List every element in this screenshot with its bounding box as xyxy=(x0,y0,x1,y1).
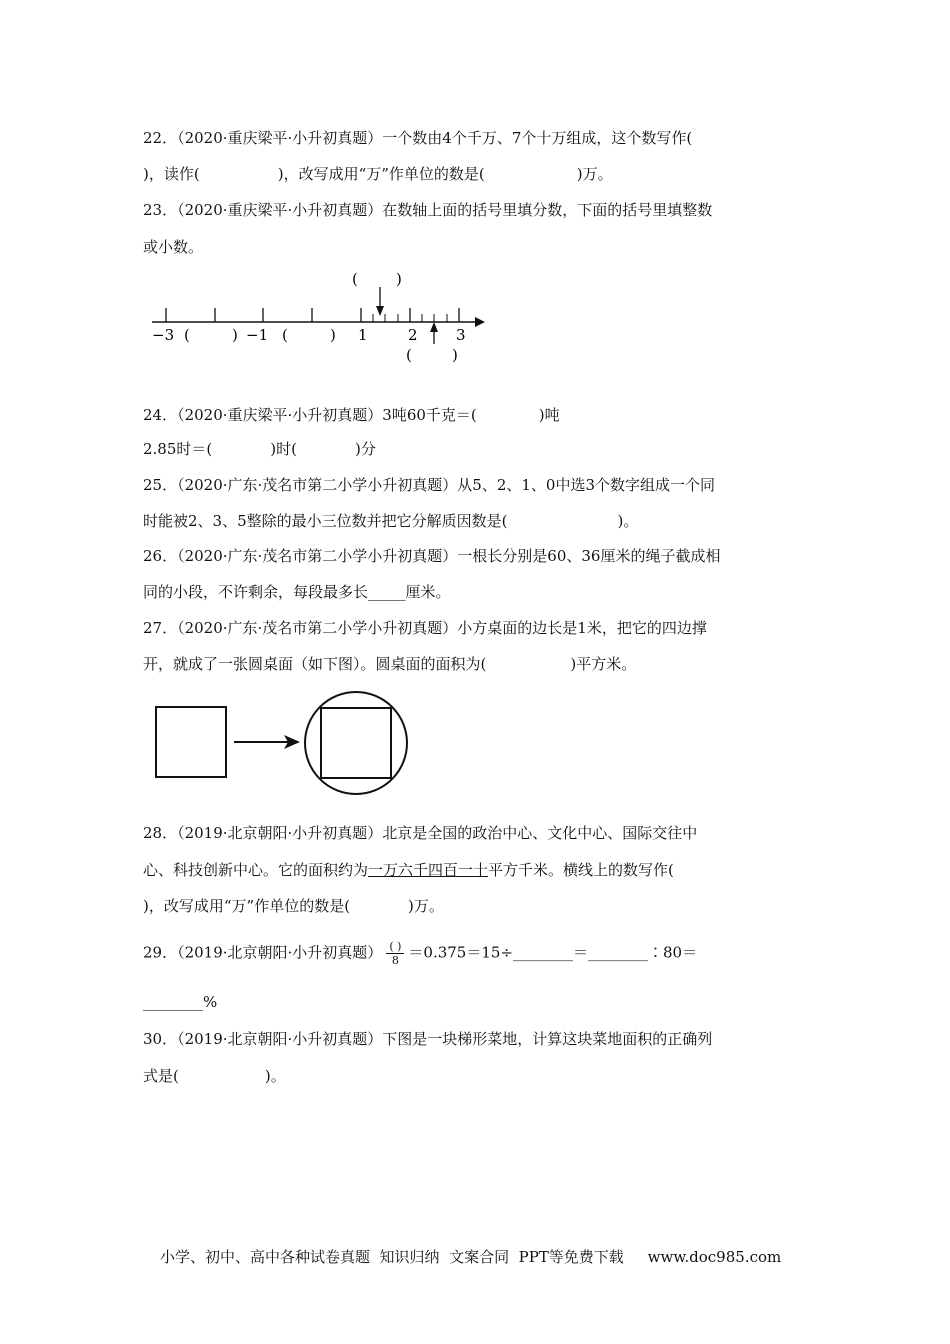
q23-line1: 23．（2020·重庆梁平·小升初真题）在数轴上面的括号里填分数，下面的括号里填整数 xyxy=(143,201,713,219)
q25-line2: 时能被2、3、5整除的最小三位数并把它分解质因数是( )。 xyxy=(143,512,639,530)
q28-line2: 心、科技创新中心。它的面积约为一万六千四百一十平方千米。横线上的数写作( xyxy=(143,861,674,879)
q30-line1: 30．（2019·北京朝阳·小升初真题）下图是一块梯形菜地，计算这块菜地面积的正确列 xyxy=(143,1030,713,1048)
q30-line2: 式是( )。 xyxy=(143,1067,286,1085)
fraction: $\frac{( )}{8}$ xyxy=(386,940,404,967)
bottom-arrow-head xyxy=(430,322,438,332)
number-line-arrowhead xyxy=(475,317,485,327)
square-to-circle-figure xyxy=(150,690,420,800)
q26-line1: 26．（2020·广东·茂名市第二小学小升初真题）一根长分别是60、36厘米的绳子截成相 xyxy=(143,547,721,565)
top-paren-open: ( xyxy=(352,270,358,288)
label-3: 3 xyxy=(456,326,466,344)
inscribed-square xyxy=(321,708,391,778)
q29-line1: 29．（2019·北京朝阳·小升初真题） $\frac{( )}{8}$ ＝0.375＝15÷________＝________∶80＝ xyxy=(143,940,698,967)
bottom-paren-close: ) xyxy=(452,346,458,364)
q29-line2: ________% xyxy=(143,993,218,1011)
label-paren-close: ) xyxy=(232,326,238,344)
q25-line1: 25．（2020·广东·茂名市第二小学小升初真题）从5、2、1、0中选3个数字组成一个同 xyxy=(143,476,716,494)
label-paren-open: ( xyxy=(184,326,190,344)
label-neg3: −3 xyxy=(152,326,175,344)
number-line-figure xyxy=(140,262,500,372)
q23-line2: 或小数。 xyxy=(143,238,204,256)
q22-line2: )，读作( )，改写成用“万”作单位的数是( )万。 xyxy=(143,165,613,183)
bottom-paren-open: ( xyxy=(406,346,412,364)
q26-line2: 同的小段，不许剩余，每段最多长_____厘米。 xyxy=(143,583,451,601)
label-2: 2 xyxy=(408,326,418,344)
q22-line1: 22．（2020·重庆梁平·小升初真题）一个数由4个千万、7个十万组成，这个数写作( xyxy=(143,129,693,147)
q27-line1: 27．（2020·广东·茂名市第二小学小升初真题）小方桌面的边长是1米，把它的四边撑 xyxy=(143,619,707,637)
small-square xyxy=(156,707,226,777)
q24-line1: 24．（2020·重庆梁平·小升初真题）3吨60千克＝( )吨 xyxy=(143,406,560,424)
top-paren-close: ) xyxy=(396,270,402,288)
q27-line2: 开，就成了一张圆桌面（如下图）。圆桌面的面积为( )平方米。 xyxy=(143,655,637,673)
q24-line2: 2.85时＝( )时( )分 xyxy=(143,440,376,458)
label-neg1: −1 xyxy=(246,326,269,344)
label-paren-open: ( xyxy=(282,326,288,344)
top-arrow-head xyxy=(376,306,384,316)
q28-line3: )，改写成用“万”作单位的数是( )万。 xyxy=(143,897,444,915)
label-1: 1 xyxy=(358,326,368,344)
label-paren-close: ) xyxy=(330,326,336,344)
page-footer: 小学、初中、高中各种试卷真题 知识归纳 文案合同 PPT等免费下载 www.doc985.com xyxy=(160,1248,782,1266)
underlined-number-words: 一万六千四百一十 xyxy=(368,861,489,879)
q28-line1: 28．（2019·北京朝阳·小升初真题）北京是全国的政治中心、文化中心、国际交往中 xyxy=(143,824,698,842)
